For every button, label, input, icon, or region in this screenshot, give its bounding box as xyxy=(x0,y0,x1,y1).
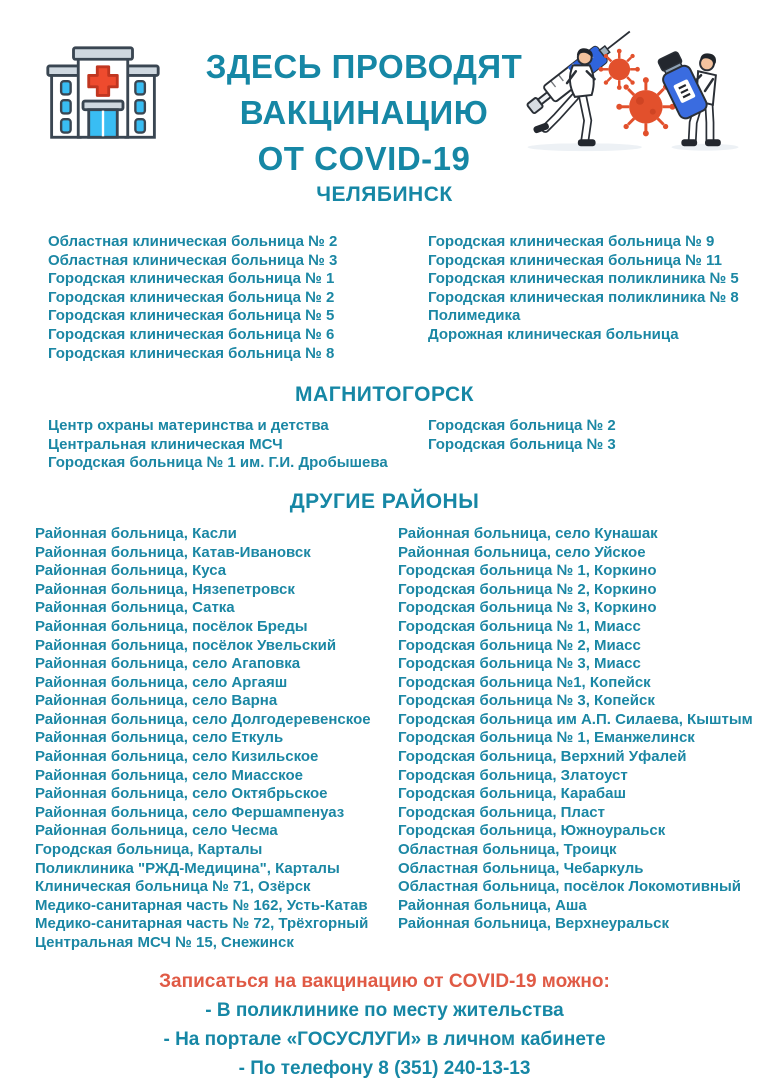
hospital-list-item: Городская больница, Карталы xyxy=(35,841,263,859)
hospital-list-item: Центральная клиническая МСЧ xyxy=(48,435,283,453)
hospital-list-item: Клиническая больница № 71, Озёрск xyxy=(35,878,311,896)
footer-line-clinic: - В поликлинике по месту жительства xyxy=(205,999,564,1021)
hospital-list-item: Городская клиническая больница № 8 xyxy=(48,344,335,362)
hospital-column xyxy=(48,233,428,363)
hospital-list-item: Городская больница № 2, Коркино xyxy=(398,580,657,598)
hospital-column xyxy=(428,233,739,363)
hospital-list-item: Районная больница, село Чесма xyxy=(35,822,278,840)
hospital-list-item: Районная больница, Касли xyxy=(35,524,237,542)
title-line-2: ВАКЦИНАЦИЮ xyxy=(239,94,489,132)
hospital-column xyxy=(48,417,428,473)
hospital-list-item: Областная больница, посёлок Локомотивный xyxy=(398,878,742,896)
poster-footer xyxy=(0,967,769,1083)
page-title xyxy=(205,22,523,182)
hospital-list-item: Городская больница им А.П. Силаева, Кыштым xyxy=(398,710,753,728)
city-section xyxy=(0,383,769,473)
city-section xyxy=(0,183,769,363)
hospital-list-item: Городская больница, Южноуральск xyxy=(398,822,666,840)
hospital-list-item: Областная больница, Чебаркуль xyxy=(398,859,644,877)
hospital-list-item: Полимедика xyxy=(428,307,521,325)
hospital-list-item: Районная больница, село Миасское xyxy=(35,766,303,784)
hospital-list-item: Районная больница, Верхнеуральск xyxy=(398,915,670,933)
hospital-list-item: Районная больница, Катав-Ивановск xyxy=(35,543,311,561)
hospital-list-item: Городская клиническая больница № 6 xyxy=(48,325,335,343)
hospital-list-item: Городская больница, Верхний Уфалей xyxy=(398,748,687,766)
hospital-list-item: Городская больница № 3, Миасс xyxy=(398,655,641,673)
hospital-column xyxy=(398,525,753,953)
hospital-list-item: Дорожная клиническая больница xyxy=(428,325,679,343)
hospital-list-item: Медико-санитарная часть № 162, Усть-Катав xyxy=(35,896,368,914)
hospital-list-item: Районная больница, село Аргаяш xyxy=(35,673,288,691)
hospital-list-item: Районная больница, село Октябрьское xyxy=(35,785,328,803)
hospital-list-item: Районная больница, село Еткуль xyxy=(35,729,284,747)
section-heading: ЧЕЛЯБИНСК xyxy=(316,183,453,206)
section-heading: МАГНИТОГОРСК xyxy=(295,383,474,407)
city-sections xyxy=(0,183,769,953)
poster-header xyxy=(0,0,769,178)
title-line-1: ЗДЕСЬ ПРОВОДЯТ xyxy=(205,48,523,86)
hospital-list-item: Городская больница, Златоуст xyxy=(398,766,628,784)
hospital-list-item: Районная больница, Сатка xyxy=(35,599,235,617)
section-heading: ДРУГИЕ РАЙОНЫ xyxy=(289,489,480,513)
footer-line-phone: - По телефону 8 (351) 240-13-13 xyxy=(238,1057,531,1079)
hospital-list-item: Районная больница, посёлок Увельский xyxy=(35,636,337,654)
hospital-list-item: Поликлиника "РЖД-Медицина", Карталы xyxy=(35,859,340,877)
hospital-list-item: Районная больница, село Агаповка xyxy=(35,655,301,673)
hospital-list-item: Районная больница, село Кизильское xyxy=(35,748,319,766)
hospital-list-item: Районная больница, Нязепетровск xyxy=(35,580,295,598)
hospital-column xyxy=(428,417,616,473)
medics-defeating-virus-illustration xyxy=(523,0,769,165)
hospital-list-item: Городская больница № 1, Еманжелинск xyxy=(398,729,695,747)
city-section xyxy=(0,490,769,953)
hospital-list-item: Городская больница № 3, Коркино xyxy=(398,599,657,617)
hospital-list-item: Районная больница, село Варна xyxy=(35,692,278,710)
hospital-list-item: Городская больница № 1 им. Г.И. Дробышева xyxy=(48,454,388,472)
hospital-list-item: Районная больница, село Долгодеревенское xyxy=(35,710,371,728)
hospital-list-item: Городская клиническая больница № 1 xyxy=(48,270,335,288)
hospital-list-item: Городская больница № 1, Миасс xyxy=(398,617,641,635)
hospital-list-item: Городская клиническая больница № 5 xyxy=(48,307,335,325)
hospital-list-item: Центральная МСЧ № 15, Снежинск xyxy=(35,934,294,951)
hospital-list-item: Районная больница, село Фершампенуаз xyxy=(35,803,345,821)
hospital-list-item: Городская клиническая больница № 9 xyxy=(428,233,715,250)
hospital-list-item: Городская клиническая больница № 2 xyxy=(48,288,335,306)
footer-heading: Записаться на вакцинацию от COVID-19 можно: xyxy=(159,970,610,992)
hospital-building-icon xyxy=(0,0,205,145)
hospital-list-item: Городская больница № 2 xyxy=(428,417,616,435)
hospital-list-item: Областная клиническая больница № 3 xyxy=(48,251,338,269)
hospital-list-item: Городская клиническая больница № 11 xyxy=(428,251,722,269)
hospital-list-item: Городская клиническая поликлиника № 5 xyxy=(428,270,739,288)
hospital-list-item: Районная больница, село Кунашак xyxy=(398,524,658,542)
hospital-list-item: Центр охраны материнства и детства xyxy=(48,417,329,435)
hospital-list-item: Областная клиническая больница № 2 xyxy=(48,233,338,250)
hospital-list-item: Районная больница, Аша xyxy=(398,896,587,914)
hospital-list-item: Областная больница, Троицк xyxy=(398,841,617,859)
hospital-list-item: Городская больница № 3, Копейск xyxy=(398,692,655,710)
hospital-list-item: Городская больница, Карабаш xyxy=(398,785,626,803)
hospital-list-item: Районная больница, Куса xyxy=(35,562,227,580)
hospital-list-item: Городская больница №1, Копейск xyxy=(398,673,651,691)
hospital-list-item: Городская больница № 2, Миасс xyxy=(398,636,641,654)
hospital-list-item: Районная больница, посёлок Бреды xyxy=(35,617,308,635)
hospital-list-item: Городская больница № 3 xyxy=(428,435,616,453)
title-line-3: ОТ COVID-19 xyxy=(257,140,471,178)
hospital-list-item: Городская больница, Пласт xyxy=(398,803,605,821)
hospital-list-item: Городская клиническая поликлиника № 8 xyxy=(428,288,739,306)
hospital-list-item: Районная больница, село Уйское xyxy=(398,543,646,561)
hospital-column xyxy=(35,525,398,953)
hospital-list-item: Медико-санитарная часть № 72, Трёхгорный xyxy=(35,915,369,933)
footer-line-gosuslugi: - На портале «ГОСУСЛУГИ» в личном кабинете xyxy=(163,1028,606,1050)
hospital-list-item: Городская больница № 1, Коркино xyxy=(398,562,657,580)
